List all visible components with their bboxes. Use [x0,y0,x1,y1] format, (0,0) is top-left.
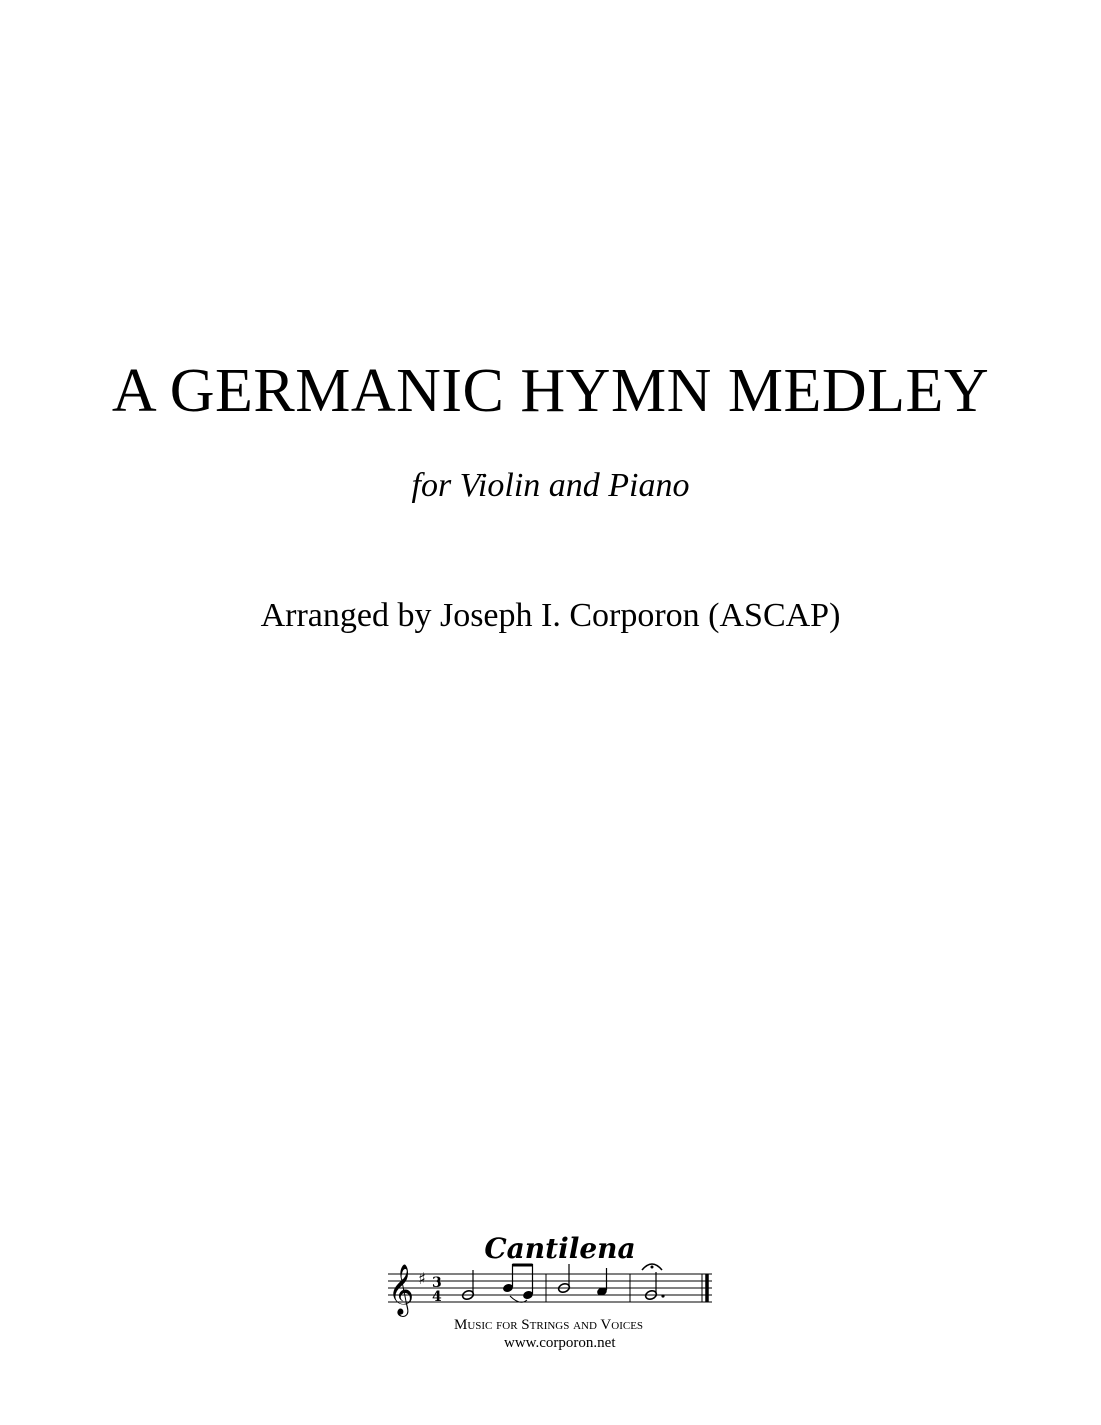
svg-text:4: 4 [432,1289,442,1305]
publisher-website[interactable]: www.corporon.net [504,1335,616,1351]
treble-clef-icon: 𝄞 [388,1264,415,1315]
publisher-tagline: Music for Strings and Voices [454,1317,644,1333]
page-subtitle: for Violin and Piano [411,467,690,504]
publisher-logo [380,1232,720,1352]
publisher-name: Cantilena [484,1232,636,1265]
page-title: A GERMANIC HYMN MEDLEY [111,357,990,425]
sharp-icon: ♯ [418,1269,426,1288]
music-staff-logo [380,1260,720,1320]
arranger-credit: Arranged by Joseph I. Corporon (ASCAP) [260,597,841,634]
svg-text:3: 3 [432,1275,442,1291]
